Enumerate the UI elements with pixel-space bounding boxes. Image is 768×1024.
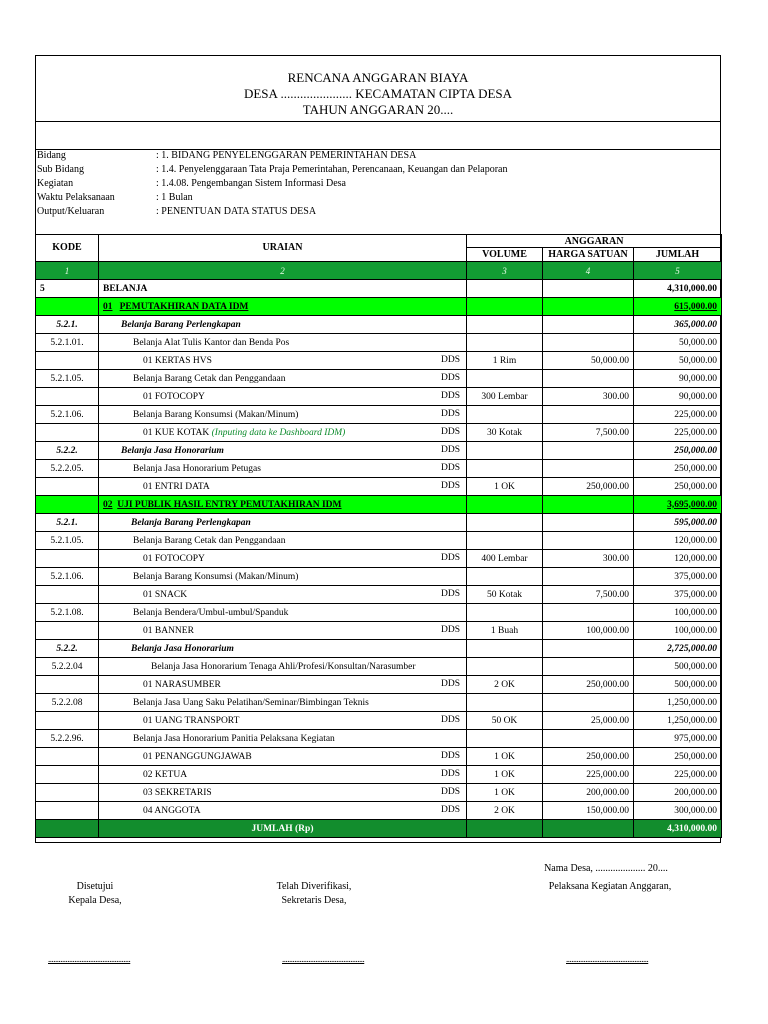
uraian-cell [99, 478, 467, 496]
col-volume: VOLUME [467, 248, 543, 262]
table-row [36, 694, 722, 712]
jumlah-cell: 225,000.00 [634, 766, 722, 784]
item-note: (Inputing data ke Dashboard IDM) [211, 427, 346, 438]
kode-cell: 5.2.1.01. [36, 334, 99, 352]
volume-cell: 1 OK [467, 748, 543, 766]
jumlah-cell: 50,000.00 [634, 352, 722, 370]
table-header-row [36, 235, 722, 248]
table-row [36, 748, 722, 766]
harga-cell: 7,500.00 [543, 424, 634, 442]
uraian-cell [99, 784, 467, 802]
uraian-cell [99, 766, 467, 784]
harga-cell [543, 694, 634, 712]
kode-cell [36, 820, 99, 838]
uraian-cell: Belanja Alat Tulis Kantor dan Benda Pos [99, 334, 467, 352]
item-label: 01 ENTRI DATA [143, 481, 210, 492]
item-label: 01 KERTAS HVS [143, 355, 212, 366]
info-value: : PENENTUAN DATA STATUS DESA [156, 206, 317, 217]
volume-cell [467, 514, 543, 532]
volume-cell: 400 Lembar [467, 550, 543, 568]
uraian-cell [99, 550, 467, 568]
uraian-cell [99, 388, 467, 406]
kode-cell: 5 [36, 280, 99, 298]
item-label: 01 NARASUMBER [143, 679, 221, 690]
total-label: JUMLAH (Rp) [99, 820, 467, 838]
activity-section-row [36, 298, 722, 316]
column-number-row [36, 262, 722, 280]
uraian-cell: BELANJA [99, 280, 467, 298]
harga-cell [543, 604, 634, 622]
table-row [36, 406, 722, 424]
volume-cell [467, 370, 543, 388]
table-row [36, 388, 722, 406]
item-label: Belanja Jasa Honorarium [121, 445, 224, 456]
dds-label: DDS [440, 589, 460, 599]
volume-cell: 1 OK [467, 766, 543, 784]
jumlah-cell: 4,310,000.00 [634, 280, 722, 298]
uraian-cell [99, 406, 467, 424]
section-title: UJI PUBLIK HASIL ENTRY PEMUTAKHIRAN IDM [117, 499, 342, 510]
table-row [36, 316, 722, 334]
document-header [36, 56, 720, 122]
jumlah-cell: 2,725,000.00 [634, 640, 722, 658]
volume-cell: 1 Buah [467, 622, 543, 640]
kode-cell [36, 676, 99, 694]
jumlah-cell: 1,250,000.00 [634, 712, 722, 730]
volume-cell [467, 298, 543, 316]
table-row [36, 478, 722, 496]
uraian-cell: Belanja Barang Konsumsi (Makan/Minum) [99, 568, 467, 586]
uraian-cell: Belanja Barang Cetak dan Penggandaan [99, 532, 467, 550]
item-label: 04 ANGGOTA [143, 805, 201, 816]
volume-cell [467, 604, 543, 622]
jumlah-cell: 615,000.00 [634, 298, 722, 316]
volume-cell: 50 OK [467, 712, 543, 730]
kode-cell: 5.2.1.05. [36, 532, 99, 550]
title-line-1: RENCANA ANGGARAN BIAYA [287, 70, 469, 85]
volume-cell: 300 Lembar [467, 388, 543, 406]
jumlah-cell: 250,000.00 [634, 748, 722, 766]
volume-cell [467, 640, 543, 658]
item-label: 01 SNACK [143, 589, 188, 600]
jumlah-cell: 200,000.00 [634, 784, 722, 802]
info-value: : 1 Bulan [156, 192, 193, 203]
jumlah-cell: 1,250,000.00 [634, 694, 722, 712]
col-anggaran: ANGGARAN [467, 235, 722, 248]
signature-role: Sekretaris Desa, [281, 895, 347, 906]
uraian-cell [99, 802, 467, 820]
harga-cell: 150,000.00 [543, 802, 634, 820]
jumlah-cell: 120,000.00 [634, 532, 722, 550]
kode-cell: 5.2.2.04 [36, 658, 99, 676]
kode-cell [36, 784, 99, 802]
info-value: : 1.4. Penyelenggaraan Tata Praja Pemerintahan, Perencanaan, Keuangan dan Pelaporan [156, 164, 508, 175]
uraian-cell [99, 424, 467, 442]
table-row [36, 514, 722, 532]
uraian-cell [99, 676, 467, 694]
harga-cell: 50,000.00 [543, 352, 634, 370]
table-row [36, 352, 722, 370]
item-label: 01 UANG TRANSPORT [143, 715, 240, 726]
dds-label: DDS [440, 463, 460, 473]
dds-label: DDS [440, 553, 460, 563]
dds-label: DDS [440, 715, 460, 725]
signature-caption: Telah Diverifikasi, [276, 881, 352, 892]
table-row [36, 604, 722, 622]
signature-block-pelaksana [520, 880, 700, 894]
harga-cell [543, 658, 634, 676]
col-harga-satuan: HARGA SATUAN [543, 248, 634, 262]
jumlah-cell: 250,000.00 [634, 478, 722, 496]
signature-block-sekretaris [254, 880, 374, 908]
info-row-sub-bidang [36, 163, 720, 177]
jumlah-cell: 50,000.00 [634, 334, 722, 352]
table-row [36, 334, 722, 352]
section-title: PEMUTAKHIRAN DATA IDM [119, 301, 249, 312]
volume-cell [467, 820, 543, 838]
dds-label: DDS [440, 751, 460, 761]
dds-label: DDS [440, 409, 460, 419]
harga-cell [543, 406, 634, 424]
info-row-bidang [36, 149, 720, 163]
info-value: : 1.4.08. Pengembangan Sistem Informasi Desa [156, 178, 346, 189]
table-row [36, 442, 722, 460]
harga-cell: 250,000.00 [543, 676, 634, 694]
uraian-cell [99, 622, 467, 640]
jumlah-cell: 365,000.00 [634, 316, 722, 334]
table-row [36, 766, 722, 784]
kode-cell [36, 424, 99, 442]
dds-label: DDS [440, 787, 460, 797]
signature-line-left: ............................................... [48, 954, 131, 964]
kode-cell: 5.2.1.06. [36, 406, 99, 424]
harga-cell [543, 730, 634, 748]
item-label: 02 KETUA [143, 769, 188, 780]
jumlah-cell: 120,000.00 [634, 550, 722, 568]
jumlah-cell: 90,000.00 [634, 370, 722, 388]
col-kode: KODE [36, 235, 99, 262]
blank-row [36, 121, 720, 150]
dds-label: DDS [440, 481, 460, 491]
uraian-cell [99, 496, 467, 514]
info-row-waktu [36, 191, 720, 205]
item-label: 01 FOTOCOPY [143, 553, 205, 564]
table-row [36, 370, 722, 388]
info-key: Sub Bidang [37, 164, 84, 175]
jumlah-cell: 375,000.00 [634, 568, 722, 586]
volume-cell [467, 694, 543, 712]
info-key: Bidang [37, 150, 66, 161]
uraian-cell: Belanja Barang Perlengkapan [99, 316, 467, 334]
harga-cell [543, 514, 634, 532]
harga-cell [543, 334, 634, 352]
budget-table [35, 234, 722, 838]
dds-label: DDS [440, 625, 460, 635]
kode-cell: 5.2.2.08 [36, 694, 99, 712]
table-row [36, 712, 722, 730]
harga-cell [543, 640, 634, 658]
col-number: 2 [99, 262, 467, 280]
uraian-cell: Belanja Jasa Honorarium [99, 640, 467, 658]
jumlah-cell: 250,000.00 [634, 442, 722, 460]
kode-cell [36, 712, 99, 730]
kode-cell [36, 388, 99, 406]
signature-line-middle: ............................................... [282, 954, 365, 964]
item-label: 03 SEKRETARIS [143, 787, 212, 798]
kode-cell: 5.2.1.08. [36, 604, 99, 622]
uraian-cell: Belanja Jasa Uang Saku Pelatihan/Seminar/Bimbingan Teknis [99, 694, 467, 712]
kode-cell: 5.2.1. [36, 316, 99, 334]
section-number: 01 [103, 301, 113, 312]
volume-cell [467, 334, 543, 352]
table-row [36, 622, 722, 640]
jumlah-cell: 500,000.00 [634, 676, 722, 694]
uraian-cell [99, 460, 467, 478]
info-value: : 1. BIDANG PENYELENGGARAN PEMERINTAHAN DESA [156, 150, 417, 161]
activity-info [36, 149, 720, 229]
uraian-cell [99, 298, 467, 316]
item-label: 01 BANNER [143, 625, 194, 636]
harga-cell: 250,000.00 [543, 478, 634, 496]
volume-cell: 50 Kotak [467, 586, 543, 604]
col-number: 5 [634, 262, 722, 280]
dds-label: DDS [440, 445, 460, 455]
info-key: Output/Keluaran [37, 206, 105, 217]
volume-cell: 1 OK [467, 784, 543, 802]
volume-cell [467, 280, 543, 298]
kode-cell [36, 478, 99, 496]
jumlah-cell: 595,000.00 [634, 514, 722, 532]
table-row [36, 424, 722, 442]
uraian-cell: Belanja Barang Perlengkapan [99, 514, 467, 532]
item-label: Belanja Jasa Honorarium Petugas [133, 463, 261, 474]
dds-label: DDS [440, 427, 460, 437]
col-jumlah: JUMLAH [634, 248, 722, 262]
harga-cell [543, 568, 634, 586]
dds-label: DDS [440, 679, 460, 689]
kode-cell [36, 766, 99, 784]
volume-cell [467, 532, 543, 550]
volume-cell [467, 568, 543, 586]
uraian-cell [99, 352, 467, 370]
jumlah-cell: 375,000.00 [634, 586, 722, 604]
kode-cell [36, 748, 99, 766]
col-number: 1 [36, 262, 99, 280]
table-row [36, 568, 722, 586]
harga-cell [543, 532, 634, 550]
info-row-output [36, 205, 720, 219]
table-row [36, 802, 722, 820]
title-line-2: DESA ...................... KECAMATAN CIPTA DESA [243, 86, 513, 101]
table-row [36, 532, 722, 550]
table-row [36, 658, 722, 676]
kode-cell [36, 622, 99, 640]
item-label: Belanja Barang Konsumsi (Makan/Minum) [133, 409, 299, 420]
col-uraian: URAIAN [99, 235, 467, 262]
activity-section-row [36, 496, 722, 514]
col-number: 4 [543, 262, 634, 280]
volume-cell: 30 Kotak [467, 424, 543, 442]
table-row [36, 640, 722, 658]
harga-cell: 200,000.00 [543, 784, 634, 802]
kode-cell [36, 550, 99, 568]
kode-cell: 5.2.2. [36, 442, 99, 460]
uraian-cell: Belanja Bendera/Umbul-umbul/Spanduk [99, 604, 467, 622]
harga-cell [543, 460, 634, 478]
uraian-cell [99, 586, 467, 604]
item-label: 01 FOTOCOPY [143, 391, 205, 402]
volume-cell: 1 OK [467, 478, 543, 496]
total-value: 4,310,000.00 [634, 820, 722, 838]
uraian-cell [99, 442, 467, 460]
table-row [36, 550, 722, 568]
jumlah-cell: 250,000.00 [634, 460, 722, 478]
kode-cell: 5.2.1. [36, 514, 99, 532]
signature-caption: Disetujui [76, 881, 114, 892]
volume-cell [467, 658, 543, 676]
kode-cell [36, 586, 99, 604]
info-key: Kegiatan [37, 178, 74, 189]
table-row [36, 460, 722, 478]
dds-label: DDS [440, 391, 460, 401]
volume-cell [467, 496, 543, 514]
volume-cell [467, 460, 543, 478]
harga-cell [543, 442, 634, 460]
jumlah-cell: 975,000.00 [634, 730, 722, 748]
signature-line-right: ............................................... [566, 954, 649, 964]
dds-label: DDS [440, 373, 460, 383]
harga-cell: 225,000.00 [543, 766, 634, 784]
uraian-cell: Belanja Jasa Honorarium Panitia Pelaksana Kegiatan [99, 730, 467, 748]
kode-cell: 5.2.1.06. [36, 568, 99, 586]
dds-label: DDS [440, 769, 460, 779]
volume-cell [467, 316, 543, 334]
harga-cell: 300.00 [543, 388, 634, 406]
harga-cell [543, 298, 634, 316]
volume-cell [467, 442, 543, 460]
signature-role: Pelaksana Kegiatan Anggaran, [548, 881, 672, 892]
table-row [36, 586, 722, 604]
table-row [36, 784, 722, 802]
harga-cell: 7,500.00 [543, 586, 634, 604]
kode-cell [36, 496, 99, 514]
dds-label: DDS [440, 805, 460, 815]
jumlah-cell: 225,000.00 [634, 406, 722, 424]
volume-cell: 2 OK [467, 802, 543, 820]
kode-cell [36, 802, 99, 820]
volume-cell: 2 OK [467, 676, 543, 694]
info-key: Waktu Pelaksanaan [37, 192, 115, 203]
jumlah-cell: 100,000.00 [634, 604, 722, 622]
jumlah-cell: 300,000.00 [634, 802, 722, 820]
harga-cell [543, 820, 634, 838]
table-row [36, 730, 722, 748]
volume-cell: 1 Rim [467, 352, 543, 370]
jumlah-cell: 100,000.00 [634, 622, 722, 640]
kode-cell [36, 298, 99, 316]
dds-label: DDS [440, 355, 460, 365]
uraian-cell [99, 370, 467, 388]
harga-cell [543, 370, 634, 388]
uraian-cell [99, 748, 467, 766]
volume-cell [467, 406, 543, 424]
kode-cell: 5.2.2. [36, 640, 99, 658]
kode-cell: 5.2.1.05. [36, 370, 99, 388]
kode-cell: 5.2.2.96. [36, 730, 99, 748]
volume-cell [467, 730, 543, 748]
title-line-3: TAHUN ANGGARAN 20.... [302, 102, 454, 117]
uraian-cell: Belanja Jasa Honorarium Tenaga Ahli/Profesi/Konsultan/Narasumber [99, 658, 467, 676]
total-row [36, 820, 722, 838]
signature-date: Nama Desa, .................... 20.... [544, 863, 668, 874]
jumlah-cell: 90,000.00 [634, 388, 722, 406]
harga-cell [543, 496, 634, 514]
kode-cell: 5.2.2.05. [36, 460, 99, 478]
col-number: 3 [467, 262, 543, 280]
item-label: 01 PENANGGUNGJAWAB [143, 751, 252, 762]
harga-cell: 25,000.00 [543, 712, 634, 730]
item-label: 01 KUE KOTAK [143, 427, 210, 438]
harga-cell [543, 280, 634, 298]
jumlah-cell: 500,000.00 [634, 658, 722, 676]
jumlah-cell: 3,695,000.00 [634, 496, 722, 514]
table-row [36, 676, 722, 694]
harga-cell: 300.00 [543, 550, 634, 568]
signature-role: Kepala Desa, [68, 895, 122, 906]
harga-cell: 100,000.00 [543, 622, 634, 640]
harga-cell [543, 316, 634, 334]
item-label: Belanja Barang Cetak dan Penggandaan [133, 373, 286, 384]
info-row-kegiatan [36, 177, 720, 191]
uraian-cell [99, 712, 467, 730]
table-row [36, 280, 722, 298]
section-number: 02 [103, 499, 113, 510]
signature-block-kepala-desa [35, 880, 155, 908]
harga-cell: 250,000.00 [543, 748, 634, 766]
jumlah-cell: 225,000.00 [634, 424, 722, 442]
kode-cell [36, 352, 99, 370]
